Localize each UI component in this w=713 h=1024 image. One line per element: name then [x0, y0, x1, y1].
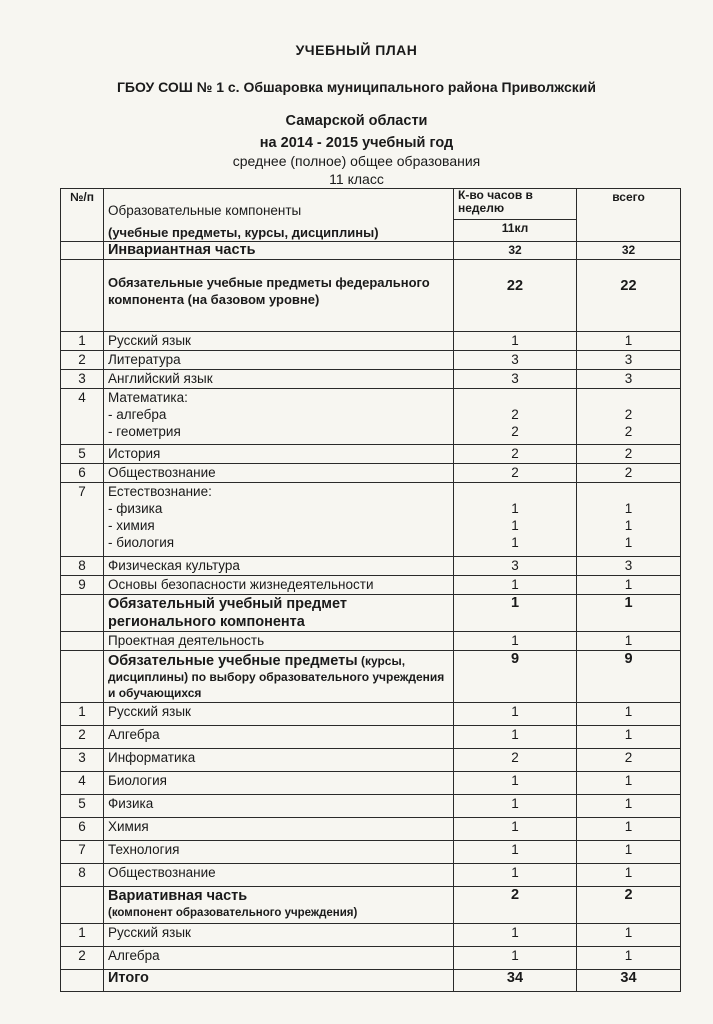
row-subject: Информатика	[104, 749, 454, 772]
row-total: 3	[577, 351, 681, 370]
row-total: 1	[577, 703, 681, 726]
row-subject: Биология	[104, 772, 454, 795]
table-row	[61, 947, 681, 970]
math-label: Математика:	[108, 390, 188, 405]
choice-label-rest: (курсы, дисциплины) по выбору образовательного учреждения и обучающихся	[108, 654, 445, 700]
table-row	[61, 703, 681, 726]
row-total: 1	[577, 841, 681, 864]
header-components-line1: Образовательные компоненты	[108, 203, 302, 218]
row-hours	[454, 389, 577, 445]
regional-hours: 1	[454, 595, 577, 632]
table-total-row	[61, 970, 681, 992]
row-num: 5	[61, 445, 104, 464]
row-hours: 1	[454, 632, 577, 651]
row-subject: Обществознание	[104, 464, 454, 483]
row-total: 1	[577, 576, 681, 595]
variative-hours: 2	[454, 887, 577, 924]
science-sub-biology: - биология	[108, 535, 175, 550]
table-row	[61, 389, 681, 445]
table-row	[61, 557, 681, 576]
science-chemistry-hours: 1	[511, 518, 519, 533]
header-hours-grade: 11кл	[454, 220, 577, 242]
table-row	[61, 772, 681, 795]
federal-label: Обязательные учебные предметы федерального компонента (на базовом уровне)	[104, 260, 454, 332]
choice-label-main: Обязательные учебные предметы	[108, 653, 358, 669]
row-hours: 1	[454, 703, 577, 726]
math-algebra-total: 2	[624, 407, 633, 422]
science-sub-chemistry: - химия	[108, 518, 155, 533]
row-subject: Физическая культура	[104, 557, 454, 576]
table-row	[61, 464, 681, 483]
row-num: 4	[61, 772, 104, 795]
math-algebra-hours: 2	[511, 407, 519, 422]
row-total: 1	[577, 726, 681, 749]
document-title: УЧЕБНЫЙ ПЛАН	[295, 42, 418, 58]
invariant-total: 32	[577, 242, 681, 260]
row-total: 1	[577, 924, 681, 947]
row-hours: 1	[454, 772, 577, 795]
table-row	[61, 795, 681, 818]
row-hours: 1	[454, 576, 577, 595]
math-geometry-hours: 2	[511, 424, 519, 439]
row-hours: 1	[454, 924, 577, 947]
row-num: 9	[61, 576, 104, 595]
academic-year: на 2014 - 2015 учебный год	[259, 135, 454, 151]
row-subject: Технология	[104, 841, 454, 864]
row-subject: Основы безопасности жизнедеятельности	[104, 576, 454, 595]
row-total: 3	[577, 557, 681, 576]
header-num: №/п	[61, 189, 104, 242]
science-sub-physics: - физика	[108, 501, 163, 516]
table-row	[61, 749, 681, 772]
table-row	[61, 370, 681, 389]
row-total: 1	[577, 772, 681, 795]
row-num: 5	[61, 795, 104, 818]
row-hours: 1	[454, 795, 577, 818]
row-subject: Алгебра	[104, 726, 454, 749]
table-row	[61, 651, 681, 703]
row-num: 8	[61, 557, 104, 576]
science-label: Естествознание:	[108, 484, 212, 499]
row-total: 1	[577, 864, 681, 887]
row-hours	[454, 483, 577, 557]
table-row	[61, 887, 681, 924]
table-row	[61, 924, 681, 947]
science-physics-total: 1	[624, 501, 633, 516]
row-total: 1	[577, 332, 681, 351]
variative-total: 2	[577, 887, 681, 924]
table-header-row	[61, 189, 681, 220]
variative-label-main: Вариативная часть	[108, 888, 248, 904]
row-num: 3	[61, 749, 104, 772]
science-chemistry-total: 1	[624, 518, 633, 533]
row-num: 4	[61, 389, 104, 445]
row-total: 3	[577, 370, 681, 389]
row-total: 1	[577, 947, 681, 970]
row-subject: Алгебра	[104, 947, 454, 970]
table-row	[61, 595, 681, 632]
total-label: Итого	[104, 970, 454, 992]
row-hours: 1	[454, 726, 577, 749]
science-biology-hours: 1	[511, 535, 519, 550]
math-sub-geometry: - геометрия	[108, 424, 181, 439]
science-biology-total: 1	[624, 535, 633, 550]
row-total: 1	[577, 632, 681, 651]
row-num: 2	[61, 947, 104, 970]
row-subject-group	[104, 389, 454, 445]
row-subject: Русский язык	[104, 703, 454, 726]
table-row	[61, 242, 681, 260]
row-num: 6	[61, 818, 104, 841]
education-level: среднее (полное) общее образования	[232, 153, 481, 169]
regional-total: 1	[577, 595, 681, 632]
row-subject: Физика	[104, 795, 454, 818]
row-hours: 3	[454, 557, 577, 576]
region-name: Самарской области	[285, 113, 428, 129]
row-hours: 1	[454, 947, 577, 970]
row-subject: История	[104, 445, 454, 464]
row-total: 2	[577, 464, 681, 483]
row-hours: 3	[454, 351, 577, 370]
table-row	[61, 841, 681, 864]
row-num: 8	[61, 864, 104, 887]
row-subject: Русский язык	[104, 332, 454, 351]
row-subject: Русский язык	[104, 924, 454, 947]
curriculum-table	[60, 188, 681, 992]
regional-label: Обязательный учебный предмет регионального компонента	[104, 595, 454, 632]
row-hours: 1	[454, 818, 577, 841]
row-subject: Английский язык	[104, 370, 454, 389]
row-num: 2	[61, 726, 104, 749]
table-row	[61, 864, 681, 887]
table-row	[61, 818, 681, 841]
row-total: 1	[577, 818, 681, 841]
invariant-hours: 32	[454, 242, 577, 260]
table-row	[61, 445, 681, 464]
row-num: 2	[61, 351, 104, 370]
row-total: 2	[577, 749, 681, 772]
row-hours: 2	[454, 749, 577, 772]
federal-hours: 22	[454, 260, 577, 332]
row-hours: 1	[454, 864, 577, 887]
row-total	[577, 483, 681, 557]
row-total	[577, 389, 681, 445]
row-total: 2	[577, 445, 681, 464]
row-hours: 2	[454, 445, 577, 464]
row-hours: 1	[454, 841, 577, 864]
math-sub-algebra: - алгебра	[108, 407, 167, 422]
table-row	[61, 483, 681, 557]
school-name: ГБОУ СОШ № 1 с. Обшаровка муниципального района Приволжский	[116, 79, 597, 95]
row-num: 7	[61, 841, 104, 864]
header-total: всего	[577, 189, 681, 242]
grade-label: 11 класс	[329, 171, 384, 187]
variative-label	[104, 887, 454, 924]
table-row	[61, 332, 681, 351]
row-hours: 1	[454, 332, 577, 351]
row-subject-group	[104, 483, 454, 557]
row-subject: Проектная деятельность	[104, 632, 454, 651]
total-total: 34	[577, 970, 681, 992]
total-hours: 34	[454, 970, 577, 992]
math-geometry-total: 2	[624, 424, 633, 439]
row-total: 1	[577, 795, 681, 818]
variative-label-sub: (компонент образовательного учреждения)	[108, 907, 358, 919]
header-components-line2: (учебные предметы, курсы, дисциплины)	[108, 225, 379, 240]
row-num: 7	[61, 483, 104, 557]
row-hours: 2	[454, 464, 577, 483]
choice-total: 9	[577, 651, 681, 703]
row-num: 1	[61, 703, 104, 726]
row-subject: Химия	[104, 818, 454, 841]
table-row	[61, 351, 681, 370]
table-row	[61, 726, 681, 749]
federal-total: 22	[577, 260, 681, 332]
choice-hours: 9	[454, 651, 577, 703]
choice-label	[104, 651, 454, 703]
science-physics-hours: 1	[511, 501, 519, 516]
invariant-label: Инвариантная часть	[104, 242, 454, 260]
row-subject: Обществознание	[104, 864, 454, 887]
table-row	[61, 260, 681, 332]
header-hours: К-во часов в неделю	[454, 189, 577, 220]
row-subject: Литература	[104, 351, 454, 370]
row-num: 6	[61, 464, 104, 483]
table-row	[61, 632, 681, 651]
header-components	[104, 189, 454, 242]
row-hours: 3	[454, 370, 577, 389]
row-num: 1	[61, 924, 104, 947]
row-num: 3	[61, 370, 104, 389]
row-num: 1	[61, 332, 104, 351]
table-row	[61, 576, 681, 595]
